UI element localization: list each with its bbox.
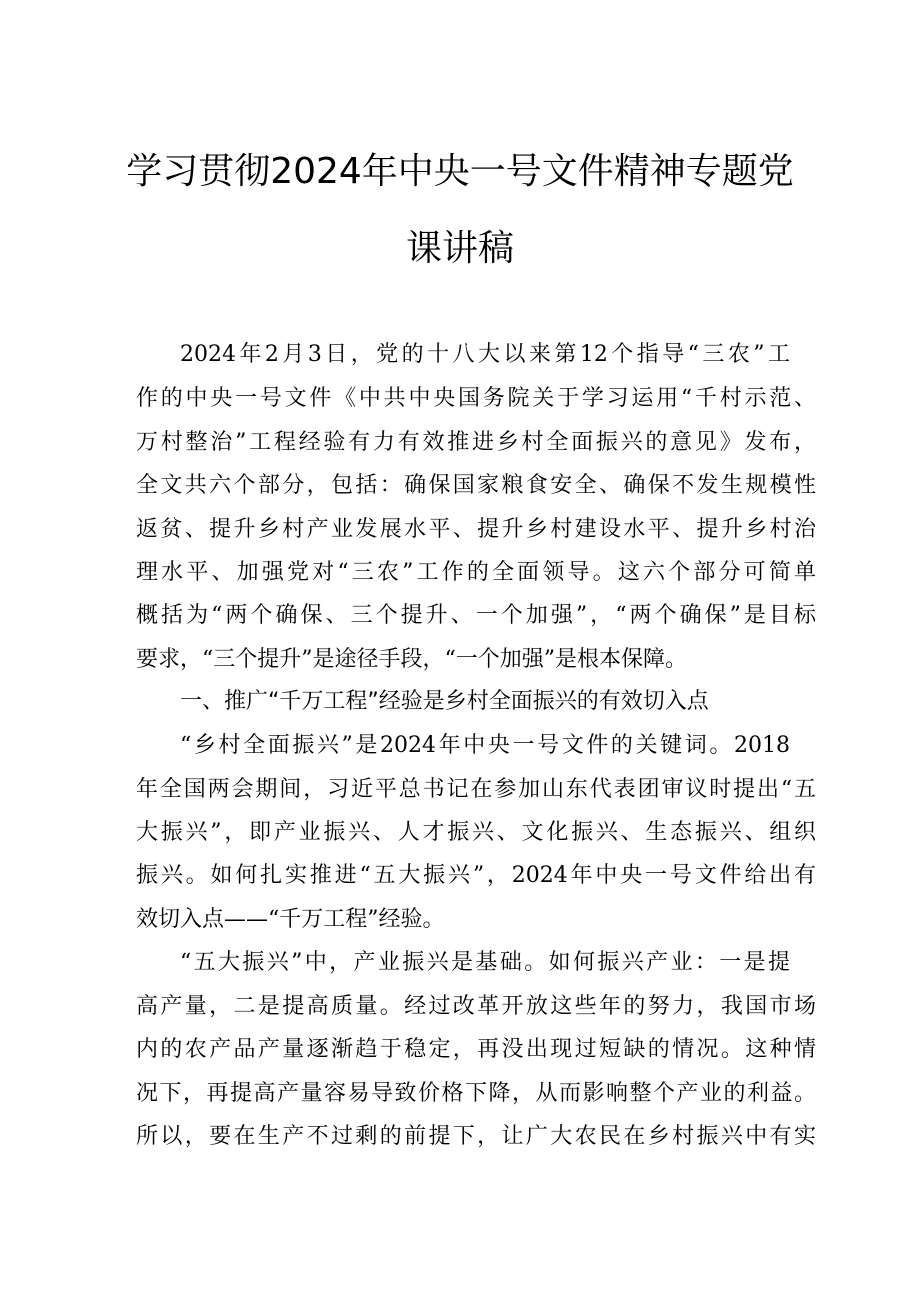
paragraph-1-line-3: 万村整治”工程经验有力有效推进乡村全面振兴的意见》发布， <box>136 430 816 455</box>
section-heading-1: 一、推广“千万工程”经验是乡村全面振兴的有效切入点 <box>180 689 709 714</box>
paragraph-3-line-1: “五大振兴”中，产业振兴是基础。如何振兴产业：一是提 <box>180 950 790 975</box>
paragraph-3-line-2: 高产量，二是提高质量。经过改革开放这些年的努力，我国市场 <box>136 994 816 1019</box>
paragraph-1-line-7: 概括为“两个确保、三个提升、一个加强”，“两个确保”是目标 <box>136 603 816 628</box>
paragraph-1-line-1: 2024年2月3日，党的十八大以来第12个指导“三农”工 <box>180 342 790 367</box>
document-title-line-2: 课讲稿 <box>405 228 514 269</box>
paragraph-1-line-2: 作的中央一号文件《中共中央国务院关于学习运用“千村示范、 <box>136 386 816 411</box>
paragraph-2-line-1: “乡村全面振兴”是2024年中央一号文件的关键词。2018 <box>180 733 790 758</box>
paragraph-2-line-4: 振兴。如何扎实推进“五大振兴”，2024年中央一号文件给出有 <box>136 863 816 888</box>
paragraph-3-line-5: 所以，要在生产不过剩的前提下，让广大农民在乡村振兴中有实 <box>136 1124 816 1149</box>
paragraph-1-line-4: 全文共六个部分，包括：确保国家粮食安全、确保不发生规模性 <box>136 473 816 498</box>
paragraph-2-line-5: 效切入点——“千万工程”经验。 <box>136 907 445 932</box>
paragraph-2-line-2: 年全国两会期间，习近平总书记在参加山东代表团审议时提出“五 <box>136 777 816 802</box>
paragraph-3-line-4: 况下，再提高产量容易导致价格下降，从而影响整个产业的利益。 <box>136 1081 816 1106</box>
paragraph-1-line-8: 要求，“三个提升”是途径手段，“一个加强”是根本保障。 <box>136 647 687 672</box>
paragraph-1-line-5: 返贫、提升乡村产业发展水平、提升乡村建设水平、提升乡村治 <box>136 517 816 542</box>
paragraph-1-line-6: 理水平、加强党对“三农”工作的全面领导。这六个部分可简单 <box>136 560 816 585</box>
document-title-line-1: 学习贯彻2024年中央一号文件精神专题党 <box>126 151 794 192</box>
paragraph-2-line-3: 大振兴”，即产业振兴、人才振兴、文化振兴、生态振兴、组织 <box>136 820 816 845</box>
paragraph-3-line-3: 内的农产品产量逐渐趋于稳定，再没出现过短缺的情况。这种情 <box>136 1037 816 1062</box>
